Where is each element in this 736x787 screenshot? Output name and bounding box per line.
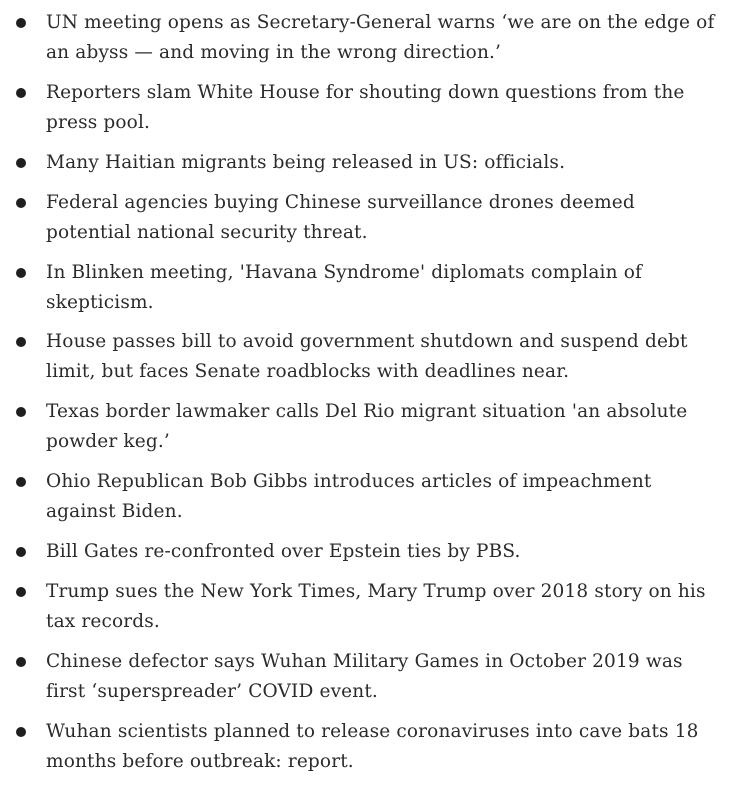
headline-text: Texas border lawmaker calls Del Rio migrant situation 'an absolute powder keg.’ xyxy=(46,401,688,453)
headline-text: Chinese defector says Wuhan Military Games in October 2019 was first ‘superspreader’ COVID event. xyxy=(46,650,683,702)
list-item xyxy=(0,467,736,527)
headline-text: House passes bill to avoid government shutdown and suspend debt limit, but faces Senate roadblocks with deadlines near. xyxy=(46,331,688,383)
list-item xyxy=(0,327,736,387)
list-item xyxy=(0,577,736,637)
headline-text: Many Haitian migrants being released in US: officials. xyxy=(46,151,566,173)
bullet-icon xyxy=(16,18,26,28)
bullet-icon xyxy=(16,657,26,667)
bullet-icon xyxy=(16,158,26,168)
headline-list xyxy=(0,8,736,787)
list-item xyxy=(0,537,736,567)
bullet-icon xyxy=(16,337,26,347)
headline-text: Wuhan scientists planned to release coronaviruses into cave bats 18 months before outbreak: report. xyxy=(46,720,699,772)
headline-text: Federal agencies buying Chinese surveillance drones deemed potential national security threat. xyxy=(46,191,635,243)
bullet-icon xyxy=(16,268,26,278)
bullet-icon xyxy=(16,198,26,208)
bullet-icon xyxy=(16,587,26,597)
list-item xyxy=(0,397,736,457)
list-item xyxy=(0,258,736,318)
headline-text: Bill Gates re-confronted over Epstein ties by PBS. xyxy=(46,541,521,563)
headline-text: Trump sues the New York Times, Mary Trump over 2018 story on his tax records. xyxy=(46,581,706,633)
bullet-icon xyxy=(16,88,26,98)
list-item xyxy=(0,188,736,248)
list-item xyxy=(0,717,736,777)
list-item xyxy=(0,148,736,178)
bullet-icon xyxy=(16,407,26,417)
headline-text: UN meeting opens as Secretary-General warns ‘we are on the edge of an abyss — and moving in the wrong direction.’ xyxy=(46,12,715,63)
list-item xyxy=(0,8,736,68)
headline-text: Reporters slam White House for shouting down questions from the press pool. xyxy=(46,81,685,133)
bullet-icon xyxy=(16,477,26,487)
list-item xyxy=(0,647,736,707)
bullet-icon xyxy=(16,727,26,737)
list-item xyxy=(0,78,736,138)
headline-text: In Blinken meeting, 'Havana Syndrome' diplomats complain of skepticism. xyxy=(46,261,642,313)
bullet-icon xyxy=(16,547,26,557)
headline-text: Ohio Republican Bob Gibbs introduces articles of impeachment against Biden. xyxy=(46,471,652,523)
